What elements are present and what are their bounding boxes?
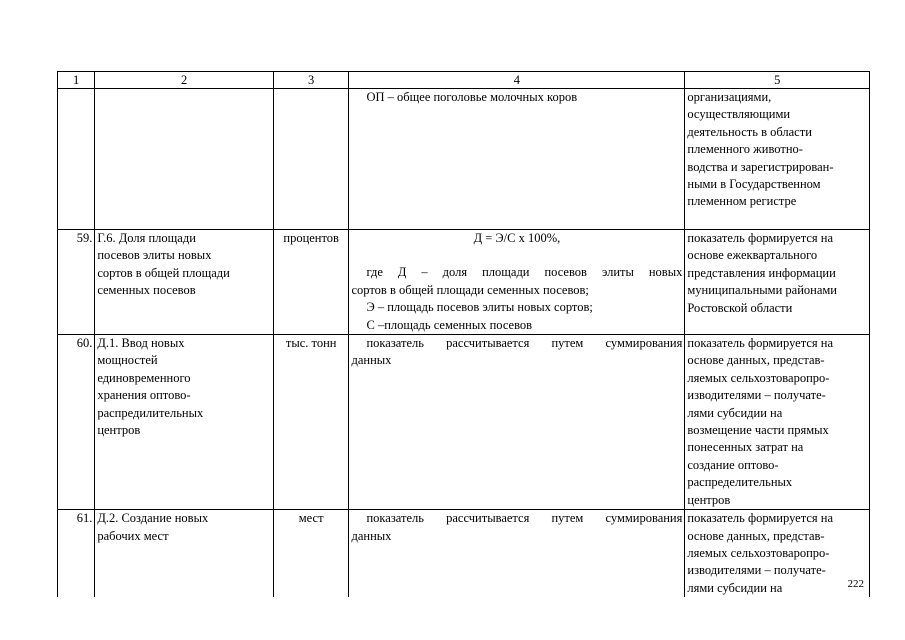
- name-line: семенных посевов: [97, 283, 196, 298]
- table-row-60: [58, 335, 870, 510]
- name-line: хранения оптово-: [97, 388, 191, 403]
- name-line: мощностей: [97, 353, 158, 368]
- header-col-3: 3: [273, 72, 349, 89]
- source-line: ляемых сельхозтоваропро-: [687, 545, 830, 560]
- source-line: изводителями – получате-: [687, 563, 826, 578]
- source-line: основе данных, представ-: [687, 353, 825, 368]
- source-line: показатель формируется на: [687, 511, 833, 526]
- indicator-name: [95, 510, 274, 598]
- header-col-4: 4: [349, 72, 685, 89]
- desc-line: где Д – доля площади посевов элиты новых: [366, 265, 683, 280]
- source-line: организациями,: [687, 90, 772, 104]
- name-line: Г.6. Доля площади: [97, 231, 196, 245]
- cell-source: [685, 89, 870, 230]
- name-line: посевов элиты новых: [97, 248, 212, 263]
- source-cell: [685, 335, 870, 510]
- source-line: представления информации: [687, 265, 836, 280]
- name-line: сортов в общей площади: [97, 265, 230, 280]
- name-line: центров: [97, 423, 141, 438]
- cell-num: [58, 89, 95, 230]
- desc-line: Э – площадь посевов элиты новых сортов;: [366, 300, 593, 315]
- page-number: 222: [847, 578, 864, 590]
- table-row-61: [58, 510, 870, 598]
- formula-cell: [349, 510, 685, 598]
- source-line: деятельность в области: [687, 124, 812, 139]
- formula: Д = Э/С х 100%,: [473, 231, 561, 245]
- unit: мест: [273, 510, 349, 598]
- source-line: водства и зарегистрирован-: [687, 159, 834, 174]
- indicator-name: [95, 335, 274, 510]
- indicator-name: [95, 230, 274, 335]
- source-line: центров: [687, 492, 731, 507]
- source-line: создание оптово-: [687, 457, 779, 472]
- source-line: показатель формируется на: [687, 231, 833, 245]
- desc-line: показатель рассчитывается путем суммирования: [366, 511, 683, 526]
- source-line: племенном регистре: [687, 194, 797, 209]
- source-cell: [685, 510, 870, 598]
- source-line: понесенных затрат на: [687, 440, 804, 455]
- desc-line: сортов в общей площади семенных посевов;: [351, 282, 589, 297]
- source-line: показатель формируется на: [687, 336, 833, 351]
- desc-line: данных: [351, 528, 392, 543]
- cell-name: [95, 89, 274, 230]
- source-line: распределительных: [687, 475, 793, 490]
- row-number: 61.: [58, 510, 95, 598]
- formula-cell: [349, 230, 685, 335]
- desc-line: С –площадь семенных посевов: [366, 317, 533, 332]
- source-line: лями субсидии на: [687, 580, 783, 595]
- header-col-5: 5: [685, 72, 870, 89]
- source-line: Ростовской области: [687, 300, 793, 315]
- desc-line: показатель рассчитывается путем суммирования: [366, 336, 683, 351]
- unit: процентов: [273, 230, 349, 335]
- table-row-59: [58, 230, 870, 335]
- source-line: племенного животно-: [687, 142, 803, 157]
- header-row: [58, 72, 870, 89]
- indicators-table: [57, 71, 870, 597]
- formula-line: ОП – общее поголовье молочных коров: [366, 90, 578, 104]
- source-line: возмещение части прямых: [687, 423, 829, 438]
- source-cell: [685, 230, 870, 335]
- header-col-2: 2: [95, 72, 274, 89]
- source-line: муниципальными районами: [687, 283, 837, 298]
- formula-cell: [349, 335, 685, 510]
- source-line: основе ежеквартального: [687, 248, 818, 263]
- row-number: 59.: [58, 230, 95, 335]
- name-line: распредилительных: [97, 405, 204, 420]
- source-line: основе данных, представ-: [687, 528, 825, 543]
- cell-unit: [273, 89, 349, 230]
- source-line: лями субсидии на: [687, 405, 783, 420]
- source-line: изводителями – получате-: [687, 388, 826, 403]
- unit: тыс. тонн: [273, 335, 349, 510]
- name-line: Д.2. Создание новых: [97, 511, 209, 526]
- name-line: Д.1. Ввод новых: [97, 336, 185, 351]
- cell-formula: [349, 89, 685, 230]
- source-line: ными в Государственном: [687, 177, 821, 192]
- row-number: 60.: [58, 335, 95, 510]
- name-line: единовременного: [97, 370, 191, 385]
- source-line: осуществляющими: [687, 107, 791, 122]
- header-col-1: 1: [58, 72, 95, 89]
- desc-line: данных: [351, 353, 392, 368]
- name-line: рабочих мест: [97, 528, 169, 543]
- source-line: ляемых сельхозтоваропро-: [687, 370, 830, 385]
- spacer: [351, 247, 682, 264]
- table-row-continued: [58, 89, 870, 230]
